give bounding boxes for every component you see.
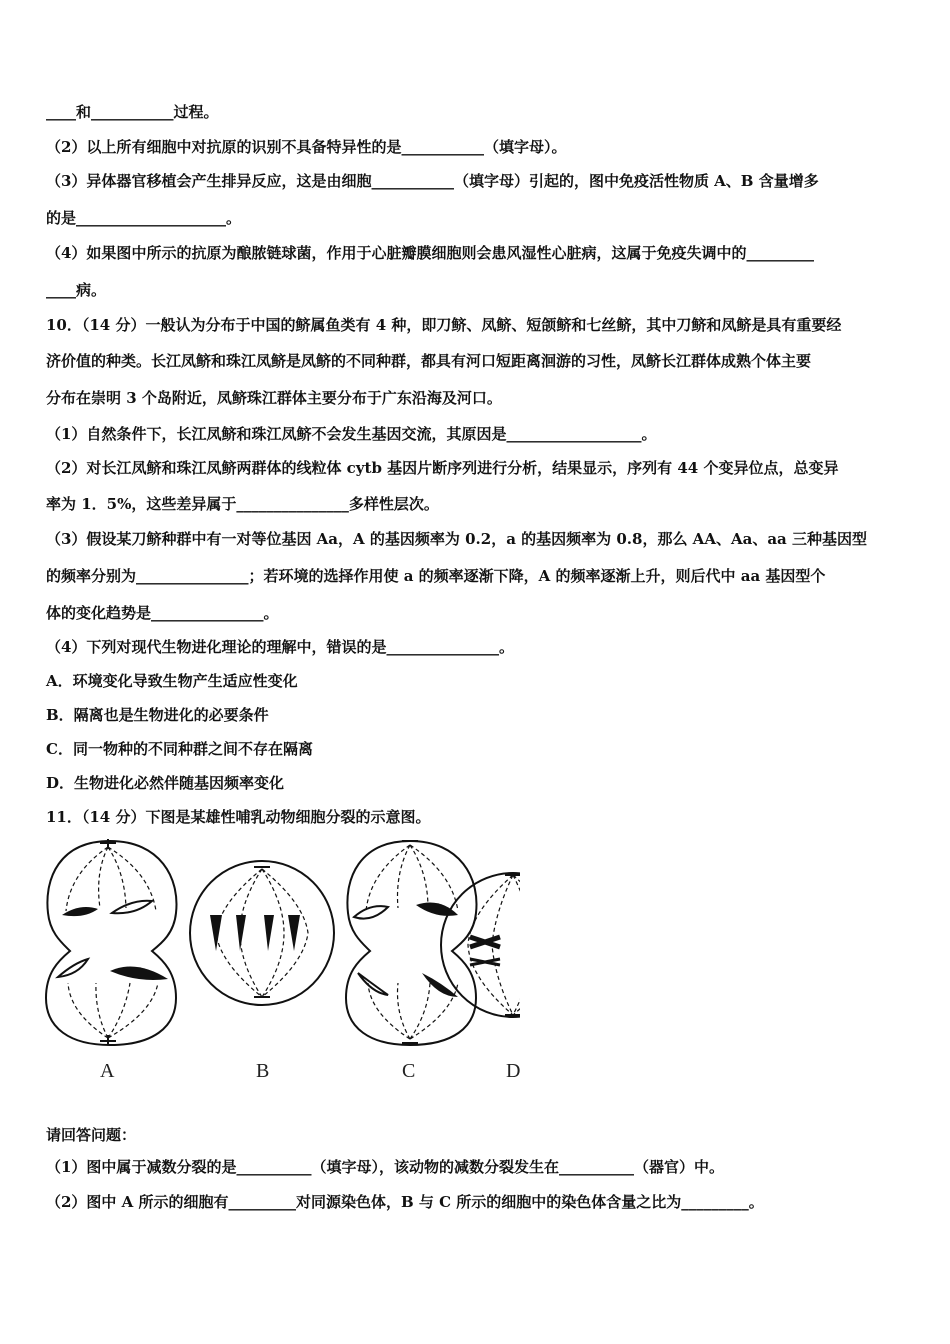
text-line: （2）对长江凤鲚和珠江凤鲚两群体的线粒体 cytb 基因片断序列进行分析，结果显示，序列有 44 个变异位点，总变异 [46, 459, 839, 477]
prompt-text: 请回答问题： [46, 1126, 137, 1144]
text-line: 体的变化趋势是_______________。 [46, 604, 279, 622]
text-line: （3）异体器官移植会产生排异反应，这是由细胞___________（填字母）引起的，图中免疫活性物质 A、B 含量增多 [46, 172, 819, 190]
cell-a-diagram [46, 839, 176, 1045]
text-line: （3）假设某刀鲚种群中有一对等位基因 Aa，A 的基因频率为 0.2，a 的基因频率为 0.8，那么 AA、Aa、aa 三种基因型 [46, 530, 867, 548]
text-line: （2）图中 A 所示的细胞有_________对同源染色体，B 与 C 所示的细胞中的染色体含量之比为_________。 [46, 1193, 764, 1211]
option-c: C．同一物种的不同种群之间不存在隔离 [46, 740, 313, 758]
cell-a-chromosomes [58, 901, 168, 980]
text-line: （1）图中属于减数分裂的是__________（填字母），该动物的减数分裂发生在__________（器官）中。 [46, 1158, 724, 1176]
text-line: 10．（14 分）一般认为分布于中国的鲚属鱼类有 4 种，即刀鲚、凤鲚、短颌鲚和七丝鲚，其中刀鲚和凤鲚是具有重要经 [46, 316, 842, 334]
cell-d-chromosomes [470, 937, 520, 965]
cell-b-diagram [190, 861, 334, 1005]
cell-division-figure [40, 833, 520, 1083]
question-11-heading: 11．（14 分）下图是某雄性哺乳动物细胞分裂的示意图。 [46, 808, 431, 826]
text-line: （4）如果图中所示的抗原为酿脓链球菌，作用于心脏瓣膜细胞则会患风湿性心脏病，这属于免疫失调中的_________ [46, 244, 814, 262]
option-b: B．隔离也是生物进化的必要条件 [46, 706, 269, 724]
text-line: （1）自然条件下，长江凤鲚和珠江凤鲚不会发生基因交流，其原因是__________________。 [46, 425, 657, 443]
figure-label-c: C [402, 1060, 416, 1082]
text-line: ____病。 [46, 281, 107, 299]
text-line: （2）以上所有细胞中对抗原的识别不具备特异性的是___________（填字母）。 [46, 138, 567, 156]
text-line: 分布在崇明 3 个岛附近，凤鲚珠江群体主要分布于广东沿海及河口。 [46, 389, 502, 407]
text-line: 率为 1．5%，这些差异属于_______________多样性层次。 [46, 495, 439, 513]
text-line: ____和___________过程。 [46, 103, 219, 121]
figure-label-a: A [100, 1060, 115, 1082]
cell-c-diagram [346, 841, 476, 1045]
text-line: 济价值的种类。长江凤鲚和珠江凤鲚是凤鲚的不同种群，都具有河口短距离洄游的习性，凤鲚长江群体成熟个体主要 [46, 352, 812, 370]
text-line: 的频率分别为_______________；若环境的选择作用使 a 的频率逐渐下降，A 的频率逐渐上升，则后代中 aa 基因型个 [46, 567, 826, 585]
text-line: （4）下列对现代生物进化理论的理解中，错误的是_______________。 [46, 638, 514, 656]
option-a: A．环境变化导致生物产生适应性变化 [46, 672, 298, 690]
option-d: D．生物进化必然伴随基因频率变化 [46, 774, 285, 792]
text-line: 的是____________________。 [46, 209, 242, 227]
figure-label-b: B [256, 1060, 270, 1082]
figure-label-d: D [506, 1060, 520, 1082]
cell-b-chromosomes [210, 915, 300, 951]
